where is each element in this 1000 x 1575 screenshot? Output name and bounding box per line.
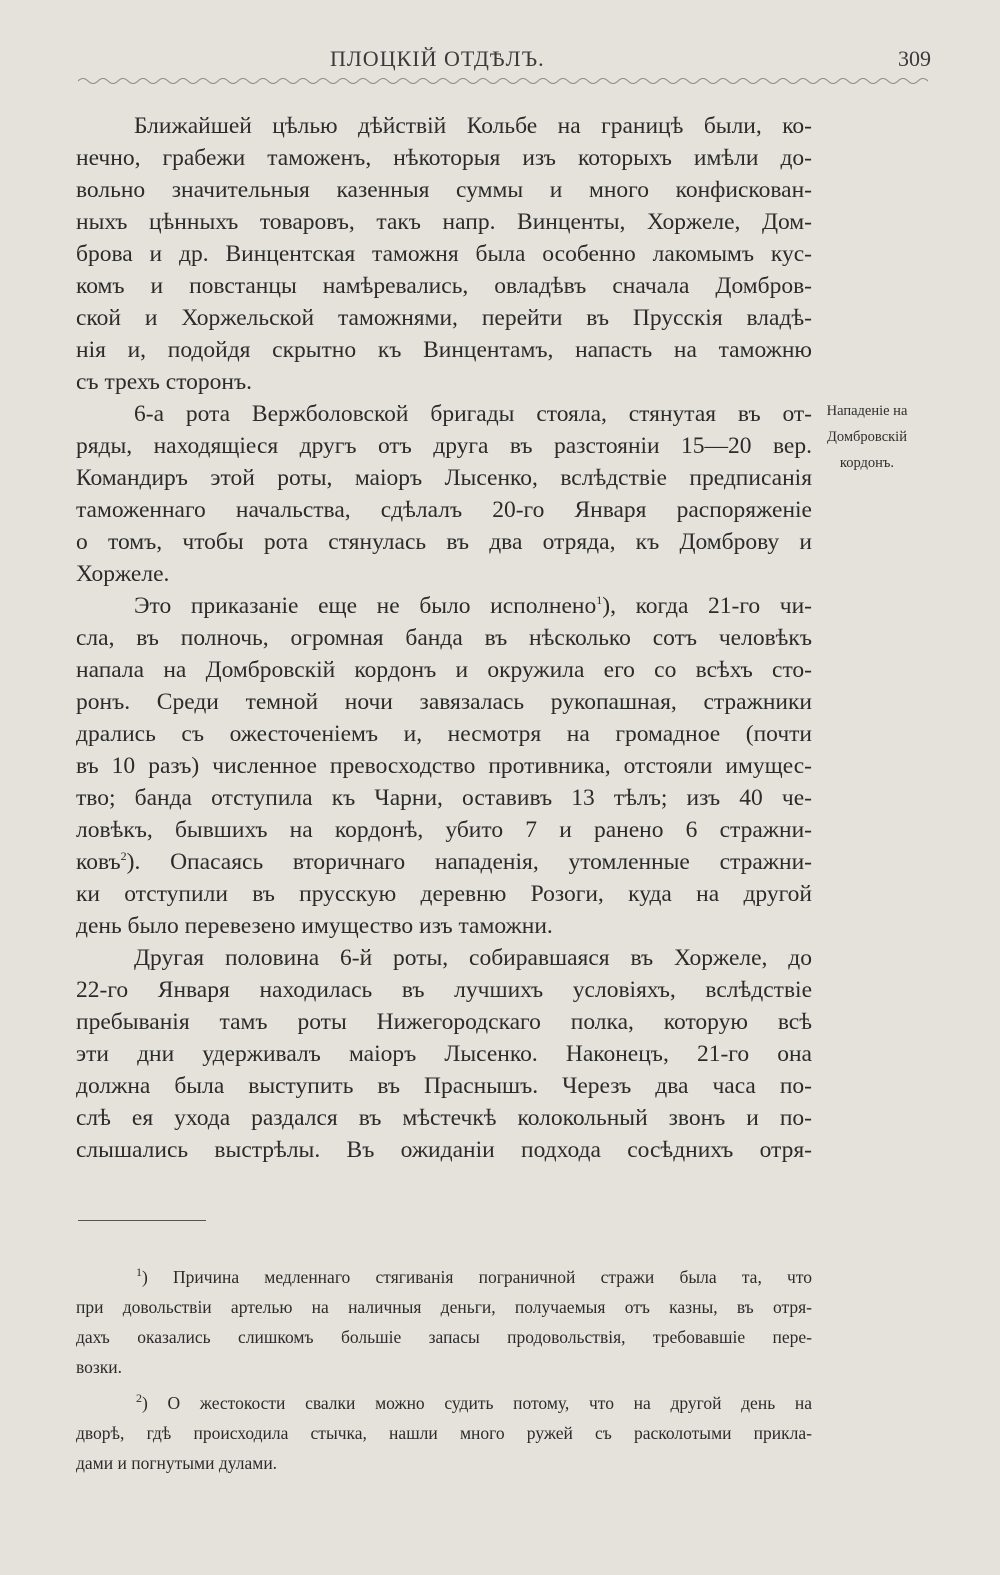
text-line: [76, 590, 812, 622]
text-line: [76, 846, 812, 878]
header-wavy-rule: [78, 76, 928, 86]
paragraph-1: [76, 110, 812, 398]
footnote-line: дахъ оказались слишкомъ большіе запасы продовольствія, требовавшіе пере-: [76, 1327, 812, 1347]
text-span: ). Опасаясь вторичнаго нападенія, утомленные стражни-: [126, 849, 812, 875]
footnotes: [76, 1262, 812, 1478]
text-span: ковъ: [76, 849, 121, 875]
footnote-line: [76, 1262, 812, 1292]
text-line: ныхъ цѣнныхъ товаровъ, такъ напр. Винценты, Хоржеле, Дом-: [76, 209, 812, 235]
text-line: день было перевезено имущество изъ таможни.: [76, 913, 553, 939]
footnote-line: возки.: [76, 1357, 123, 1377]
text-line: должна была выступить въ Праснышъ. Черезъ два часа по-: [76, 1073, 812, 1099]
footnote-marker: 2: [136, 1391, 142, 1406]
text-line: напала на Домбровскій кордонъ и окружила его со всѣхъ сто-: [76, 657, 812, 683]
text-line: нія и, подойдя скрытно къ Винцентамъ, напасть на таможню: [76, 337, 812, 363]
margin-note: [812, 398, 922, 476]
text-line: 22-го Января находилась въ лучшихъ условіяхъ, вслѣдствіе: [76, 977, 812, 1003]
text-line: таможеннаго начальства, сдѣлалъ 20-го Января распоряженіе: [76, 497, 812, 523]
footnote-ref-1[interactable]: 1: [596, 593, 603, 608]
text-line: тво; банда отступила къ Чарни, оставивъ 13 тѣлъ; изъ 40 че-: [76, 785, 812, 811]
text-line: ронъ. Среди темной ночи завязалась рукопашная, стражники: [76, 689, 812, 715]
footnote-line: [76, 1388, 812, 1418]
text-line: брова и др. Винцентская таможня была особенно лакомымъ кус-: [76, 241, 812, 267]
text-line: Хоржеле.: [76, 561, 170, 587]
footnote-line: при довольствіи артелью на наличныя деньги, получаемыя отъ казны, въ отря-: [76, 1297, 812, 1317]
text-line: вольно значительныя казенныя суммы и много конфискован-: [76, 177, 812, 203]
margin-note-line: Нападеніе на: [826, 403, 908, 419]
text-span: ) О жестокости свалки можно судить потому, что на другой день на: [142, 1393, 812, 1413]
text-line: въ 10 разъ) численное превосходство противника, отстояли имущес-: [76, 753, 812, 779]
text-line: пребыванія тамъ роты Нижегородскаго полка, которую всѣ: [76, 1009, 812, 1035]
text-line: слѣ ея ухода раздался въ мѣстечкѣ колокольный звонъ и по-: [76, 1105, 812, 1131]
paragraph-4: [76, 942, 812, 1166]
paragraph-3: [76, 590, 812, 942]
text-line: о томъ, чтобы рота стянулась въ два отряда, къ Домброву и: [76, 529, 812, 555]
footnote-2: [76, 1388, 812, 1478]
text-span: Это приказаніе еще не было исполнено: [134, 593, 597, 619]
main-text: [76, 110, 812, 1166]
text-line: ловѣкъ, бывшихъ на кордонѣ, убито 7 и ранено 6 стражни-: [76, 817, 812, 843]
text-line: дрались съ ожесточеніемъ и, несмотря на громадное (почти: [76, 721, 812, 747]
text-line: съ трехъ сторонъ.: [76, 369, 253, 395]
text-line: нечно, грабежи таможенъ, нѣкоторыя изъ которыхъ имѣли до-: [76, 145, 812, 171]
text-line: Ближайшей цѣлью дѣйствій Кольбе на границѣ были, ко-: [134, 113, 812, 139]
page-number: 309: [898, 46, 931, 71]
text-line: ряды, находящіеся другъ отъ друга въ разстояніи 15—20 вер.: [76, 433, 812, 459]
text-span: ), когда 21-го чи-: [602, 593, 812, 619]
text-line: комъ и повстанцы намѣревались, овладѣвъ сначала Домбров-: [76, 273, 812, 299]
text-line: сла, въ полночь, огромная банда въ нѣсколько сотъ человѣкъ: [76, 625, 812, 651]
text-line: эти дни удерживалъ маіоръ Лысенко. Наконецъ, 21-го она: [76, 1041, 812, 1067]
footnote-marker: 1: [136, 1265, 142, 1280]
text-line: 6-а рота Вержболовской бригады стояла, стянутая въ от-: [134, 401, 812, 427]
text-line: Командиръ этой роты, маіоръ Лысенко, вслѣдствіе предписанія: [76, 465, 812, 491]
text-line: ской и Хоржельской таможнями, перейти въ Прусскія владѣ-: [76, 305, 812, 331]
margin-note-line: кордонъ.: [839, 455, 895, 471]
footnote-ref-2[interactable]: 2: [120, 849, 127, 864]
footnote-line: дами и погнутыми дулами.: [76, 1453, 278, 1473]
text-line: ки отступили въ прусскую деревню Розоги, куда на другой: [76, 881, 812, 907]
footnote-separator: [78, 1220, 206, 1221]
text-span: ) Причина медленнаго стягиванія пограничной стражи была та, что: [142, 1267, 812, 1287]
text-line: Другая половина 6-й роты, собиравшаяся въ Хоржеле, до: [134, 945, 812, 971]
running-header: ПЛОЦКІЙ ОТДѢЛЪ.: [330, 46, 545, 71]
paragraph-2: [76, 398, 812, 590]
text-line: слышались выстрѣлы. Въ ожиданіи подхода сосѣднихъ отря-: [76, 1137, 812, 1163]
margin-note-line: Домбровскій: [827, 429, 907, 445]
footnote-line: дворѣ, гдѣ происходила стычка, нашли много ружей съ расколотыми прикла-: [76, 1423, 812, 1443]
footnote-1: [76, 1262, 812, 1382]
